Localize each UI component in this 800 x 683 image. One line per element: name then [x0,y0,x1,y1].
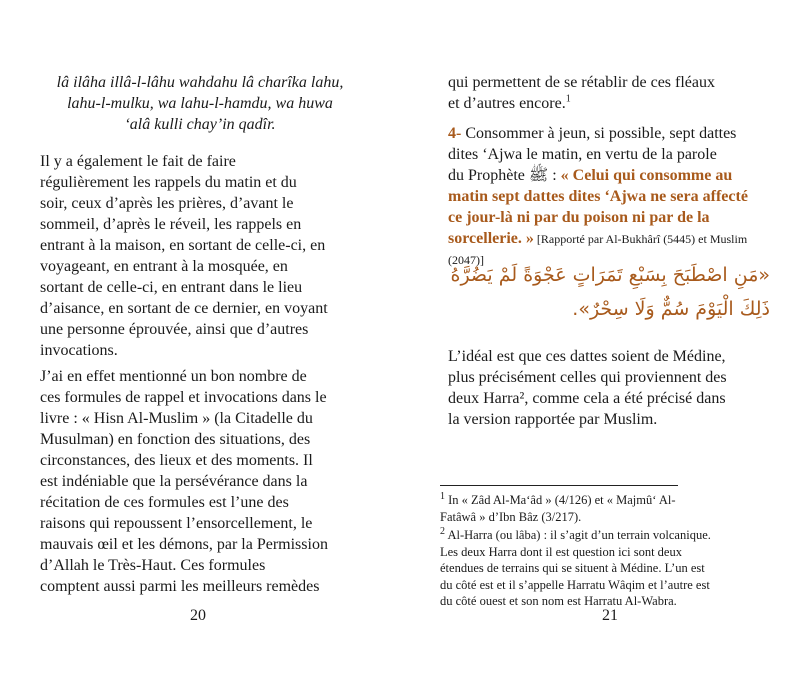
item-number: 4- [448,125,462,142]
text-line: J’ai en effet mentionné un bon nombre de [40,368,307,385]
footnote-text: In « Zâd Al-Ma‘âd » (4/126) et « Majmû‘ Al- [448,493,676,507]
verse-line: lahu-l-mulku, wa lahu-l-hamdu, wa huwa [67,95,333,112]
text-line: une personne éprouvée, ainsi que d’autres [40,321,309,338]
page-number: 20 [190,607,206,624]
text-line: dites ‘Ajwa le matin, en vertu de la parole [448,146,717,163]
footnote-1 [440,492,770,525]
text-line: L’idéal est que ces dattes soient de Médine, [448,348,726,365]
invocation-verse [40,72,360,135]
footnote-number: 1 [440,490,445,502]
text-line: d’Allah le Très-Haut. Ces formules [40,557,266,574]
text-line: Il y a également le fait de faire [40,153,236,170]
text-line: est indéniable que la persévérance dans la [40,473,308,490]
footnote-text: étendues de terrains qui se situent à Médine. L’un est [440,561,705,575]
text-line: raisons qui repoussent l’ensorcellement, le [40,515,313,532]
hadith-quote: ce jour-là ni par du poison ni par de la [448,209,710,226]
hadith-quote: sorcellerie. » [448,230,534,247]
paragraph-hisn [40,366,356,597]
text-line: entrant à la maison, en sortant de celle-ci, en [40,237,326,254]
text-line: du Prophète ﷺ : [448,167,561,184]
text-line: récitation de ces formules est l’une des [40,494,289,511]
verse-line: ‘alâ kulli chay’in qadîr. [124,116,276,133]
text-line: livre : « Hisn Al-Muslim » (la Citadelle du [40,410,313,427]
footnote-divider [440,485,678,486]
text-line: plus précisément celles qui proviennent des [448,369,727,386]
footnote-2 [440,527,770,610]
item-4-ajwa [448,123,768,271]
footnote-number: 2 [440,525,445,537]
hadith-reference: (2047)] [448,253,484,267]
text-line: comptent aussi parmi les meilleurs remèdes [40,578,320,595]
paragraph-continuation [448,72,768,114]
text-line: et d’autres encore.$^1$ [448,93,571,112]
verse-line: lâ ilâha illâ-l-lâhu wahdahu lâ charîka lahu, [56,74,344,91]
footnote-text: du côté ouest et son nom est Harratu Al-Wabra. [440,594,677,608]
footnote-text: Al-Harra (ou lâba) : il s’agit d’un terrain volcanique. [447,528,711,542]
text-line: régulièrement les rappels du matin et du [40,174,297,191]
text-line: sortant de celle-ci, en entrant dans le lieu [40,279,303,296]
hadith-quote: matin sept dattes dites ‘Ajwa ne sera affecté [448,188,748,205]
text-line: sommeil, d’après le réveil, les rappels en [40,216,302,233]
text-line: invocations. [40,342,118,359]
footnote-text: du côté est et il s’appelle Harratu Wâqim et l’autre est [440,577,710,592]
hadith-reference: [Rapporté par Al-Bukhârî (5445) et Muslim [533,232,748,246]
paragraph-ideal [448,346,768,430]
text-line: d’aisance, en sortant de ce dernier, en voyant [40,300,328,317]
text-line: soir, ceux d’après les prières, d’avant le [40,195,294,212]
footnote-text: Les deux Harra dont il est question ici sont deux [440,544,682,559]
footnote-ref[interactable]: 1 [565,93,571,105]
text-line: Consommer à jeun, si possible, sept dattes [465,125,737,142]
text-line: ces formules de rappel et invocations dans le [40,389,327,406]
footnote-text: Fatâwâ » d’Ibn Bâz (3/217). [440,509,582,524]
text-line: mauvais œil et les démons, par la Permission [40,536,328,553]
footnotes [440,492,770,612]
text-line: circonstances, des lieux et des moments. Il [40,452,313,469]
text-line: la version rapportée par Muslim. [448,411,658,428]
text-line: qui permettent de se rétablir de ces fléaux [448,74,715,91]
page-number: 21 [602,607,618,624]
arabic-hadith: «مَنِ اصْطَبَحَ بِسَبْعِ تَمَرَاتٍ عَجْوَةً لَمْ يَضُرَّهُ ذَلِكَ الْيَوْمَ سُمٌّ وَلَا سِحْرٌ». [450,264,770,320]
text-line: deux Harra², comme cela a été précisé dans [448,390,726,407]
hadith-quote: « Celui qui consomme au [560,167,733,184]
text-line: Musulman) en fonction des situations, des [40,431,311,448]
right-page [400,0,800,683]
paragraph-rappels [40,151,356,361]
text-line: voyageant, en entrant à la mosquée, en [40,258,288,275]
